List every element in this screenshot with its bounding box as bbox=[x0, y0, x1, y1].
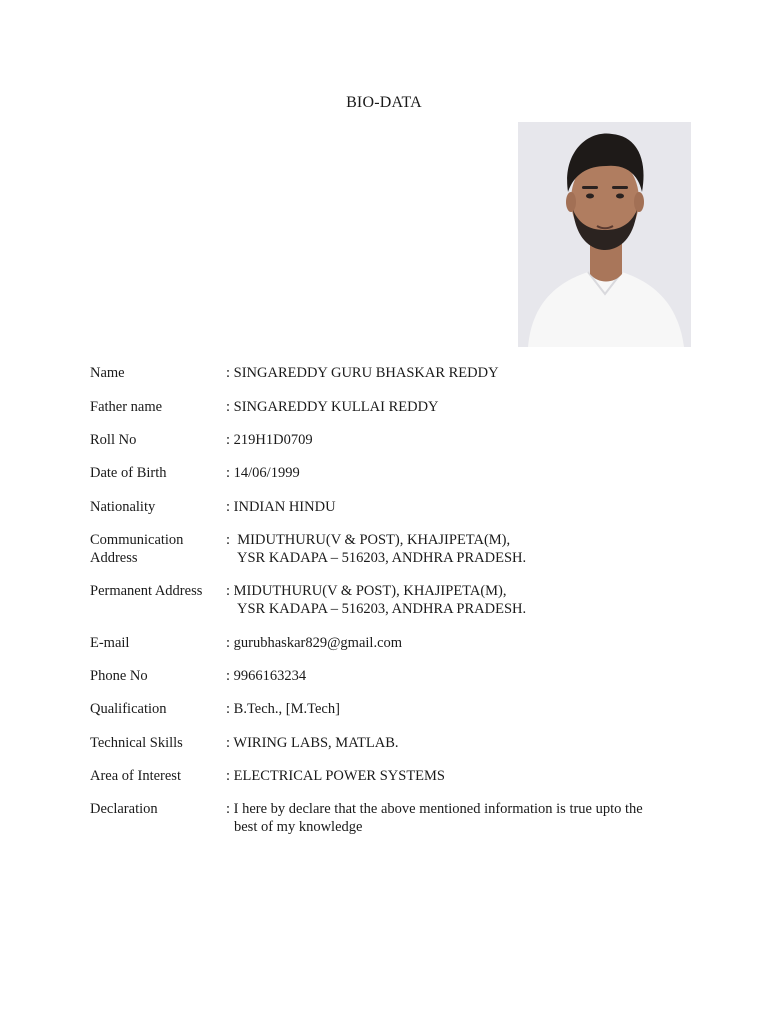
value-area-of-interest: ELECTRICAL POWER SYSTEMS bbox=[233, 768, 445, 784]
comm-address-line1: MIDUTHURU(V & POST), KHAJIPETA(M), bbox=[237, 532, 511, 548]
label-technical-skills: Technical Skills bbox=[90, 735, 183, 751]
value-phone: 9966163234 bbox=[233, 668, 307, 684]
value-name: SINGAREDDY GURU BHASKAR REDDY bbox=[233, 365, 499, 381]
page-title: BIO-DATA bbox=[346, 94, 422, 111]
profile-photo bbox=[518, 122, 691, 347]
value-qualification: B.Tech., [M.Tech] bbox=[233, 701, 340, 717]
label-date-of-birth: Date of Birth bbox=[90, 465, 167, 481]
label-email: E-mail bbox=[90, 635, 130, 651]
label-phone: Phone No bbox=[90, 668, 148, 684]
label-area-of-interest: Area of Interest bbox=[90, 768, 181, 784]
declaration-line2: best of my knowledge bbox=[234, 819, 363, 835]
value-technical-skills: WIRING LABS, MATLAB. bbox=[233, 735, 399, 751]
label-address: Address bbox=[90, 550, 138, 566]
comm-address-line2: YSR KADAPA – 516203, ANDHRA PRADESH. bbox=[237, 550, 527, 566]
label-father-name: Father name bbox=[90, 399, 163, 415]
label-permanent-address: Permanent Address bbox=[90, 583, 203, 599]
label-declaration: Declaration bbox=[90, 801, 158, 817]
label-qualification: Qualification bbox=[90, 701, 167, 717]
value-father-name: SINGAREDDY KULLAI REDDY bbox=[233, 399, 439, 415]
label-name: Name bbox=[90, 365, 125, 381]
label-roll-no: Roll No bbox=[90, 432, 137, 448]
label-communication: Communication bbox=[90, 532, 184, 548]
label-nationality: Nationality bbox=[90, 499, 156, 515]
value-nationality: INDIAN HINDU bbox=[233, 499, 336, 515]
person-photo-icon bbox=[518, 122, 691, 347]
value-email: gurubhaskar829@gmail.com bbox=[233, 635, 403, 651]
perm-address-line2: YSR KADAPA – 516203, ANDHRA PRADESH. bbox=[237, 601, 527, 617]
value-date-of-birth: 14/06/1999 bbox=[233, 465, 300, 481]
declaration-line1: I here by declare that the above mentioned information is true upto the bbox=[233, 801, 643, 817]
perm-address-line1: MIDUTHURU(V & POST), KHAJIPETA(M), bbox=[233, 583, 507, 599]
value-roll-no: 219H1D0709 bbox=[233, 432, 313, 448]
